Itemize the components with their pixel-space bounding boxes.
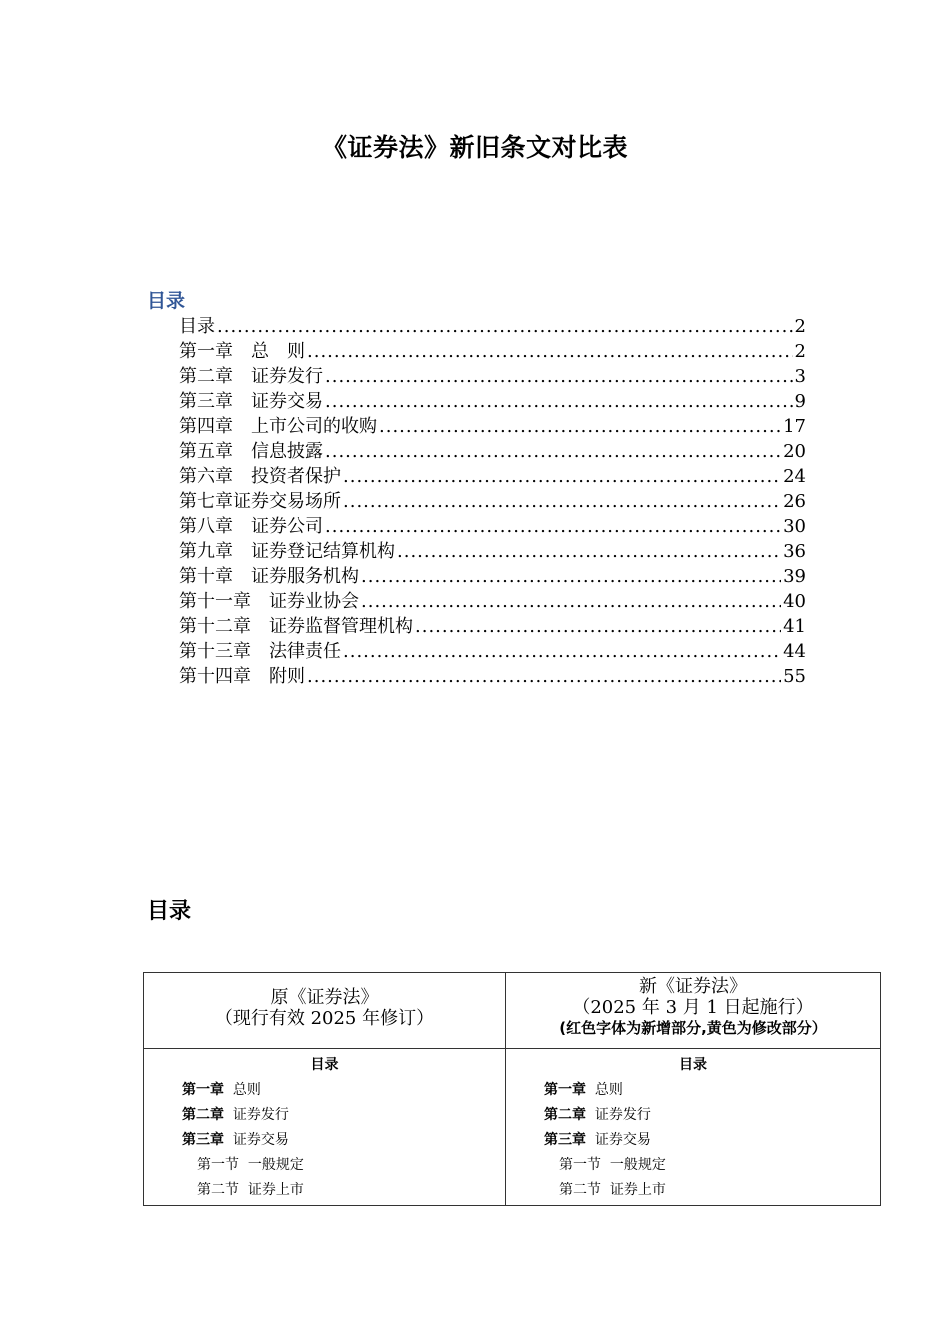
toc-leader-dots: [343, 464, 781, 489]
toc-leader-dots: [361, 564, 781, 589]
right-header-note: (红色字体为新增部分,黄色为修改部分）: [559, 1019, 827, 1037]
toc-leader-dots: [325, 364, 793, 389]
toc-entry[interactable]: [179, 639, 806, 664]
chapter-title: 证券交易: [232, 1132, 289, 1148]
right-chapter-2: [506, 1103, 880, 1128]
toc-entry-label: 第二章 证券发行: [179, 366, 323, 387]
toc-entry-page: 44: [783, 641, 806, 662]
toc-leader-dots: [307, 339, 793, 364]
right-header-title: 新《证券法》: [639, 976, 747, 997]
toc-leader-dots: [379, 414, 781, 439]
toc-entry[interactable]: [179, 464, 806, 489]
toc-entry-label: 第五章 信息披露: [179, 441, 323, 462]
toc-entry-page: 3: [794, 366, 806, 387]
left-header-title: 原《证券法》: [270, 987, 379, 1008]
left-header-subtitle: （现行有效 2025 年修订）: [214, 1008, 435, 1029]
toc-entry-label: 第九章 证券登记结算机构: [179, 541, 395, 562]
section-heading: 目录: [147, 899, 192, 924]
chapter-number: 第一章: [544, 1082, 586, 1098]
table-row: [144, 1049, 881, 1206]
table-of-contents: [179, 314, 806, 689]
right-body-heading: 目录: [679, 1057, 707, 1073]
left-header-cell: [144, 973, 506, 1049]
toc-entry[interactable]: [179, 564, 806, 589]
toc-entry-page: 24: [783, 466, 806, 487]
toc-entry-page: 41: [783, 616, 806, 637]
right-chapter-3: [506, 1128, 880, 1153]
toc-entry-label: 第十三章 法律责任: [179, 641, 341, 662]
chapter-number: 第三章: [544, 1132, 586, 1148]
left-body-heading: 目录: [310, 1057, 339, 1073]
toc-entry-page: 40: [783, 591, 806, 612]
left-body-cell: [144, 1049, 506, 1206]
chapter-number: 第二章: [182, 1107, 224, 1123]
toc-entry-label: 第十章 证券服务机构: [179, 566, 359, 587]
chapter-title: 证券发行: [232, 1107, 289, 1123]
toc-entry[interactable]: [179, 389, 806, 414]
comparison-table: [143, 972, 881, 1206]
toc-leader-dots: [307, 664, 781, 689]
left-chapter-1: [144, 1078, 505, 1103]
toc-entry-label: 第八章 证券公司: [179, 516, 323, 537]
chapter-number: 第一章: [182, 1082, 224, 1098]
chapter-title: 总则: [594, 1082, 623, 1098]
right-chapter-1: [506, 1078, 880, 1103]
right-header-subtitle: （2025 年 3 月 1 日起施行）: [572, 997, 814, 1018]
toc-entry-label: 第三章 证券交易: [179, 391, 323, 412]
left-section-1: 第一节 一般规定: [197, 1157, 304, 1173]
toc-entry-label: 第十一章 证券业协会: [179, 591, 359, 612]
toc-entry-label: 第六章 投资者保护: [179, 466, 341, 487]
toc-entry-page: 36: [783, 541, 806, 562]
right-section-1: 第一节 一般规定: [559, 1157, 666, 1173]
toc-entry-label: 第一章 总 则: [179, 341, 305, 362]
toc-leader-dots: [361, 589, 781, 614]
left-section-2: 第二节 证券上市: [197, 1182, 304, 1198]
chapter-number: 第二章: [544, 1107, 586, 1123]
toc-entry-page: 26: [783, 491, 806, 512]
toc-entry[interactable]: [179, 339, 806, 364]
toc-entry-label: 目录: [179, 316, 215, 337]
toc-entry[interactable]: [179, 364, 806, 389]
toc-entry-page: 2: [794, 341, 806, 362]
toc-entry[interactable]: [179, 439, 806, 464]
toc-leader-dots: [325, 514, 781, 539]
left-chapter-3: [144, 1128, 505, 1153]
left-chapter-2: [144, 1103, 505, 1128]
toc-entry-page: 9: [794, 391, 806, 412]
toc-entry[interactable]: [179, 514, 806, 539]
toc-entry[interactable]: [179, 489, 806, 514]
toc-heading: 目录: [147, 290, 186, 312]
chapter-title: 证券交易: [594, 1132, 651, 1148]
right-header-cell: [506, 973, 881, 1049]
toc-leader-dots: [325, 439, 781, 464]
toc-leader-dots: [397, 539, 781, 564]
toc-leader-dots: [343, 639, 781, 664]
toc-entry-page: 39: [783, 566, 806, 587]
document-title: 《证券法》新旧条文对比表: [321, 133, 628, 162]
toc-entry-label: 第七章证券交易场所: [179, 491, 341, 512]
toc-entry-label: 第十二章 证券监督管理机构: [179, 616, 413, 637]
toc-entry-label: 第十四章 附则: [179, 666, 305, 687]
toc-entry-page: 2: [794, 316, 806, 337]
right-body-cell: [506, 1049, 881, 1206]
toc-leader-dots: [325, 389, 793, 414]
toc-entry[interactable]: [179, 414, 806, 439]
table-header-row: [144, 973, 881, 1049]
toc-entry-label: 第四章 上市公司的收购: [179, 416, 377, 437]
toc-leader-dots: [343, 489, 781, 514]
toc-entry-page: 55: [783, 666, 806, 687]
chapter-title: 总则: [232, 1082, 261, 1098]
chapter-number: 第三章: [182, 1132, 224, 1148]
toc-entry-page: 17: [783, 416, 806, 437]
toc-entry-page: 30: [783, 516, 806, 537]
chapter-title: 证券发行: [594, 1107, 651, 1123]
right-section-2: 第二节 证券上市: [559, 1182, 666, 1198]
toc-entry[interactable]: [179, 539, 806, 564]
toc-entry-page: 20: [783, 441, 806, 462]
toc-leader-dots: [217, 314, 793, 339]
toc-entry[interactable]: [179, 664, 806, 689]
toc-entry[interactable]: [179, 314, 806, 339]
toc-leader-dots: [415, 614, 781, 639]
toc-entry[interactable]: [179, 589, 806, 614]
toc-entry[interactable]: [179, 614, 806, 639]
